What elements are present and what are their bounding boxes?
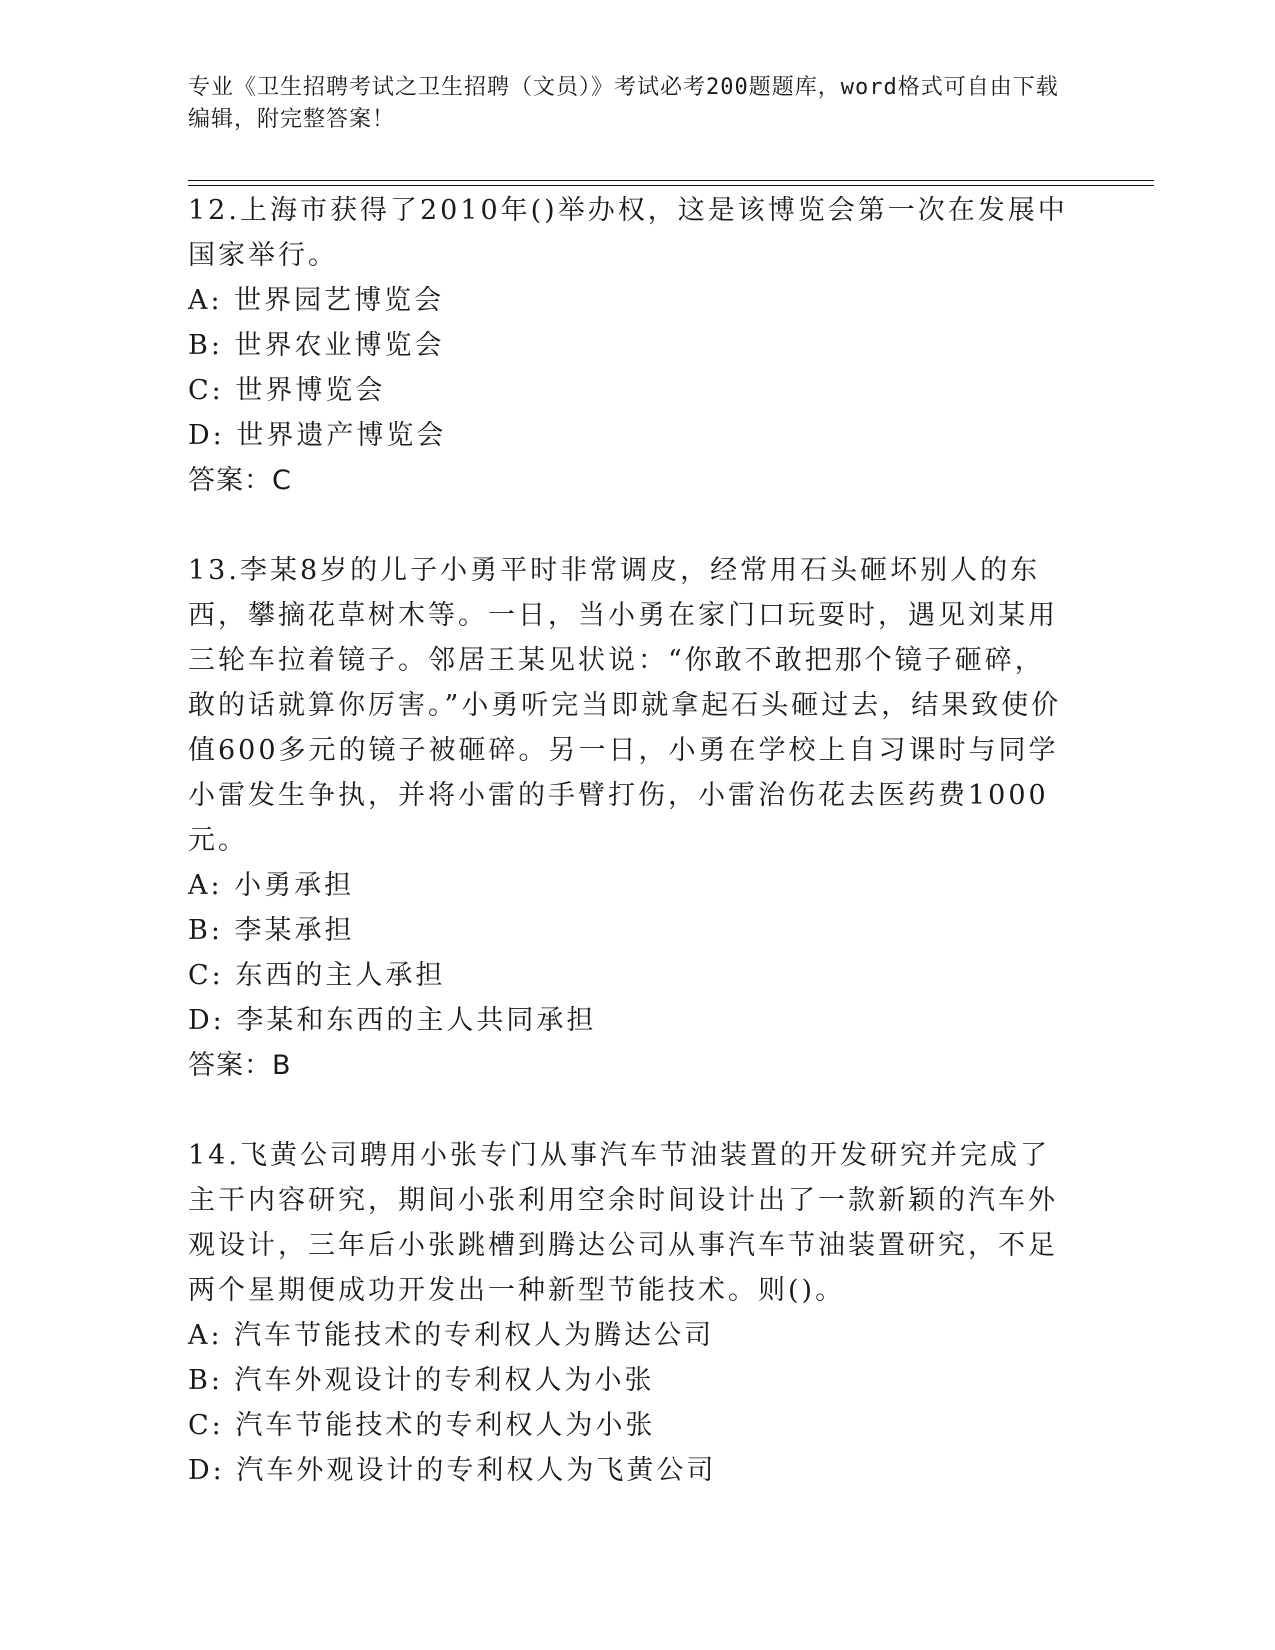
question-12 xyxy=(188,188,1068,503)
question-stem: 12.上海市获得了2010年()举办权，这是该博览会第一次在发展中国家举行。 xyxy=(188,195,1068,271)
option-a: A: 小勇承担 xyxy=(188,870,355,901)
header-rule-top xyxy=(188,180,1154,181)
option-c: C: 汽车节能技术的专利权人为小张 xyxy=(188,1410,656,1441)
question-13 xyxy=(188,548,1068,1088)
option-b: B: 汽车外观设计的专利权人为小张 xyxy=(188,1365,655,1396)
option-b: B: 世界农业博览会 xyxy=(188,330,445,361)
question-spacer xyxy=(188,1088,1068,1133)
option-c: C: 世界博览会 xyxy=(188,375,386,406)
option-d: D: 李某和东西的主人共同承担 xyxy=(188,1005,597,1036)
document-header: 专业《卫生招聘考试之卫生招聘（文员）》考试必考200题题库，word格式可自由下载编辑，附完整答案！ xyxy=(188,75,1059,132)
option-d: D: 汽车外观设计的专利权人为飞黄公司 xyxy=(188,1455,717,1486)
question-list xyxy=(188,188,1068,1493)
question-14 xyxy=(188,1133,1068,1493)
header-rule-bottom xyxy=(188,185,1154,186)
question-spacer xyxy=(188,503,1068,548)
option-d: D: 世界遗产博览会 xyxy=(188,420,447,451)
answer: 答案：B xyxy=(188,1050,292,1081)
question-stem: 14.飞黄公司聘用小张专门从事汽车节油装置的开发研究并完成了主干内容研究，期间小张利用空余时间设计出了一款新颖的汽车外观设计，三年后小张跳槽到腾达公司从事汽车节油装置研究，不足两个星期便成功开发出一种新型节能技术。则()。 xyxy=(188,1140,1058,1306)
option-b: B: 李某承担 xyxy=(188,915,355,946)
option-a: A: 汽车节能技术的专利权人为腾达公司 xyxy=(188,1320,715,1351)
option-c: C: 东西的主人承担 xyxy=(188,960,446,991)
answer: 答案：C xyxy=(188,465,292,496)
option-a: A: 世界园艺博览会 xyxy=(188,285,445,316)
question-stem: 13.李某8岁的儿子小勇平时非常调皮，经常用石头砸坏别人的东西，攀摘花草树木等。一日，当小勇在家门口玩耍时，遇见刘某用三轮车拉着镜子。邻居王某见状说：“你敢不敢把那个镜子砸碎，敢的话就算你厉害。”小勇听完当即就拿起石头砸过去，结果致使价值600多元的镜子被砸碎。另一日，小勇在学校上自习课时与同学小雷发生争执，并将小雷的手臂打伤，小雷治伤花去医药费1000元。 xyxy=(188,555,1062,856)
